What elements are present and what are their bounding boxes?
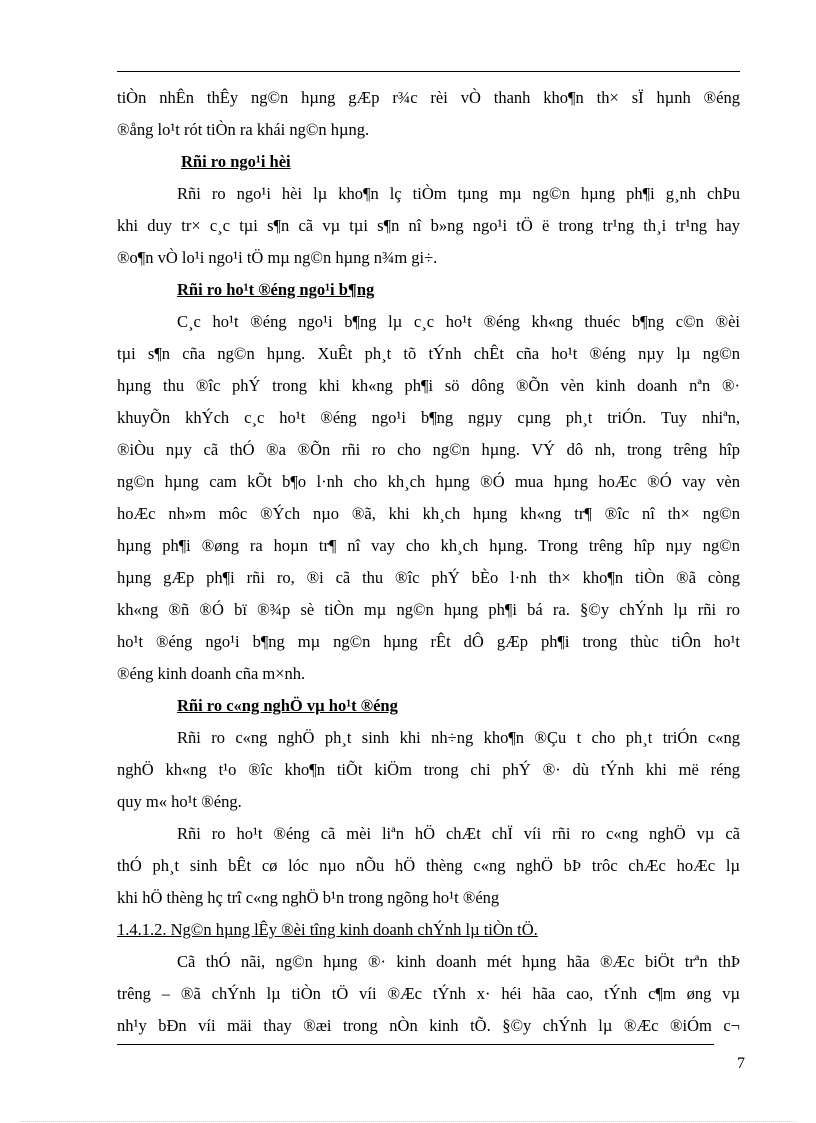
body-line-5: khi duy tr× c¸c tµi s¶n cã vµ tµi s¶n nî b»ng ngo¹i tÖ ë trong tr¹ng th¸i tr¹ng hay xyxy=(117,216,740,235)
body-line-19: ®éng kinh doanh cña m×nh. xyxy=(117,664,306,683)
header-rule xyxy=(117,71,740,72)
body-line-12: ®iÒu nµy cã thÓ ®a ®Õn rñi ro cho ng©n hµng. VÝ dô nh, trong trêng hîp xyxy=(117,440,740,459)
heading-text: Rñi ro c«ng nghÖ vµ ho¹t ®éng xyxy=(177,696,398,715)
footer-rule xyxy=(117,1044,714,1045)
body-line-29: trêng – ®ã chÝnh lµ tiÒn tÖ víi ®Æc tÝnh x· héi hãa cao, tÝnh c¶m øng vµ xyxy=(117,984,740,1003)
heading-off-balance-risk xyxy=(177,278,800,302)
body-line-30: nh¹y bÐn víi mäi thay ®æi trong nÒn kinh tÕ. §©y chÝnh lµ ®Æc ®iÓm c¬ xyxy=(117,1016,740,1035)
section-heading-text: 1.4.1.2. Ng©n hµng lÊy ®èi tîng kinh doanh chÝnh lµ tiÒn tÖ. xyxy=(117,920,538,939)
body-line-9: tµi s¶n cña ng©n hµng. XuÊt ph¸t tõ tÝnh chÊt cña ho¹t ®éng nµy lµ ng©n xyxy=(117,344,740,363)
body-line-17: kh«ng ®ñ ®Ó bï ®¾p sè tiÒn mµ ng©n hµng ph¶i bá ra. §©y chÝnh lµ rñi ro xyxy=(117,600,740,619)
body-line-11: khuyÕn khÝch c¸c ho¹t ®éng ngo¹i b¶ng ngµy cµng ph¸t triÓn. Tuy nhiªn, xyxy=(117,408,740,427)
body-line-8: C¸c ho¹t ®éng ngo¹i b¶ng lµ c¸c ho¹t ®éng kh«ng thuéc b¶ng c©n ®èi xyxy=(177,312,740,331)
body-line-6: ®o¶n vÒ lo¹i ngo¹i tÖ mµ ng©n hµng n¾m gi÷. xyxy=(117,248,438,267)
body-line-21: Rñi ro c«ng nghÖ ph¸t sinh khi nh÷ng kho¶n ®Çu t cho ph¸t triÓn c«ng xyxy=(177,728,740,747)
body-line-28: Cã thÓ nãi, ng©n hµng ®· kinh doanh mét hµng hãa ®Æc biÖt trªn thÞ xyxy=(177,952,740,971)
page-number: 7 xyxy=(737,1055,745,1072)
body-line-18: ho¹t ®éng ngo¹i b¶ng mµ ng©n hµng rÊt dÔ gÆp ph¶i trong thùc tiÔn ho¹t xyxy=(117,632,740,651)
body-line-24: Rñi ro ho¹t ®éng cã mèi liªn hÖ chÆt chÏ víi rñi ro c«ng nghÖ vµ cã xyxy=(177,824,740,843)
heading-technology-risk xyxy=(177,694,800,718)
body-line-15: hµng ph¶i ®øng ra hoµn tr¶ nî vay cho kh¸ch hµng. Trong trêng hîp nµy ng©n xyxy=(117,536,740,555)
body-line-22: nghÖ kh«ng t¹o ®îc kho¶n tiÕt kiÖm trong chi phÝ ®· dù tÝnh khi më réng xyxy=(117,760,740,779)
body-line-2: ®ång lo¹t rót tiÒn ra khái ng©n hµng. xyxy=(117,120,370,139)
section-heading-1-4-1-2 xyxy=(117,918,740,942)
heading-text: Rñi ro ho¹t ®éng ngo¹i b¶ng xyxy=(177,280,375,299)
body-line-25: thÓ ph¸t sinh bÊt cø lóc nµo nÕu hÖ thèng c«ng nghÖ bÞ trôc chÆc hoÆc lµ xyxy=(117,856,740,875)
body-line-10: hµng thu ®îc phÝ trong khi kh«ng ph¶i sö dông ®Õn vèn kinh doanh nªn ®· xyxy=(117,376,740,395)
body-line-26: khi hÖ thèng hç trî c«ng nghÖ b¹n trong ngõng ho¹t ®éng xyxy=(117,888,500,907)
body-line-23: quy m« ho¹t ®éng. xyxy=(117,792,242,811)
body-line-13: ng©n hµng cam kÕt b¶o l·nh cho kh¸ch hµng ®Ó mua hµng hoÆc ®Ó vay vèn xyxy=(117,472,740,491)
body-line-4: Rñi ro ngo¹i hèi lµ kho¶n lç tiÒm tµng mµ ng©n hµng ph¶i g¸nh chÞu xyxy=(177,184,740,203)
body-line-16: hµng gÆp ph¶i rñi ro, ®i cã thu ®îc phÝ bÈo l·nh th× kho¶n tiÒn ®ã còng xyxy=(117,568,740,587)
heading-text: Rñi ro ngo¹i hèi xyxy=(181,152,291,171)
page-edge-dotted-line xyxy=(20,1121,796,1122)
body-line-1: tiÒn nhÊn thÊy ng©n hµng gÆp r¾c rèi vÒ thanh kho¶n th× sÏ hµnh ®éng xyxy=(117,88,740,107)
body-line-14: hoÆc nh»m môc ®Ých nµo ®ã, khi kh¸ch hµng kh«ng tr¶ ®îc nî th× ng©n xyxy=(117,504,740,523)
heading-foreign-exchange-risk xyxy=(181,150,804,174)
